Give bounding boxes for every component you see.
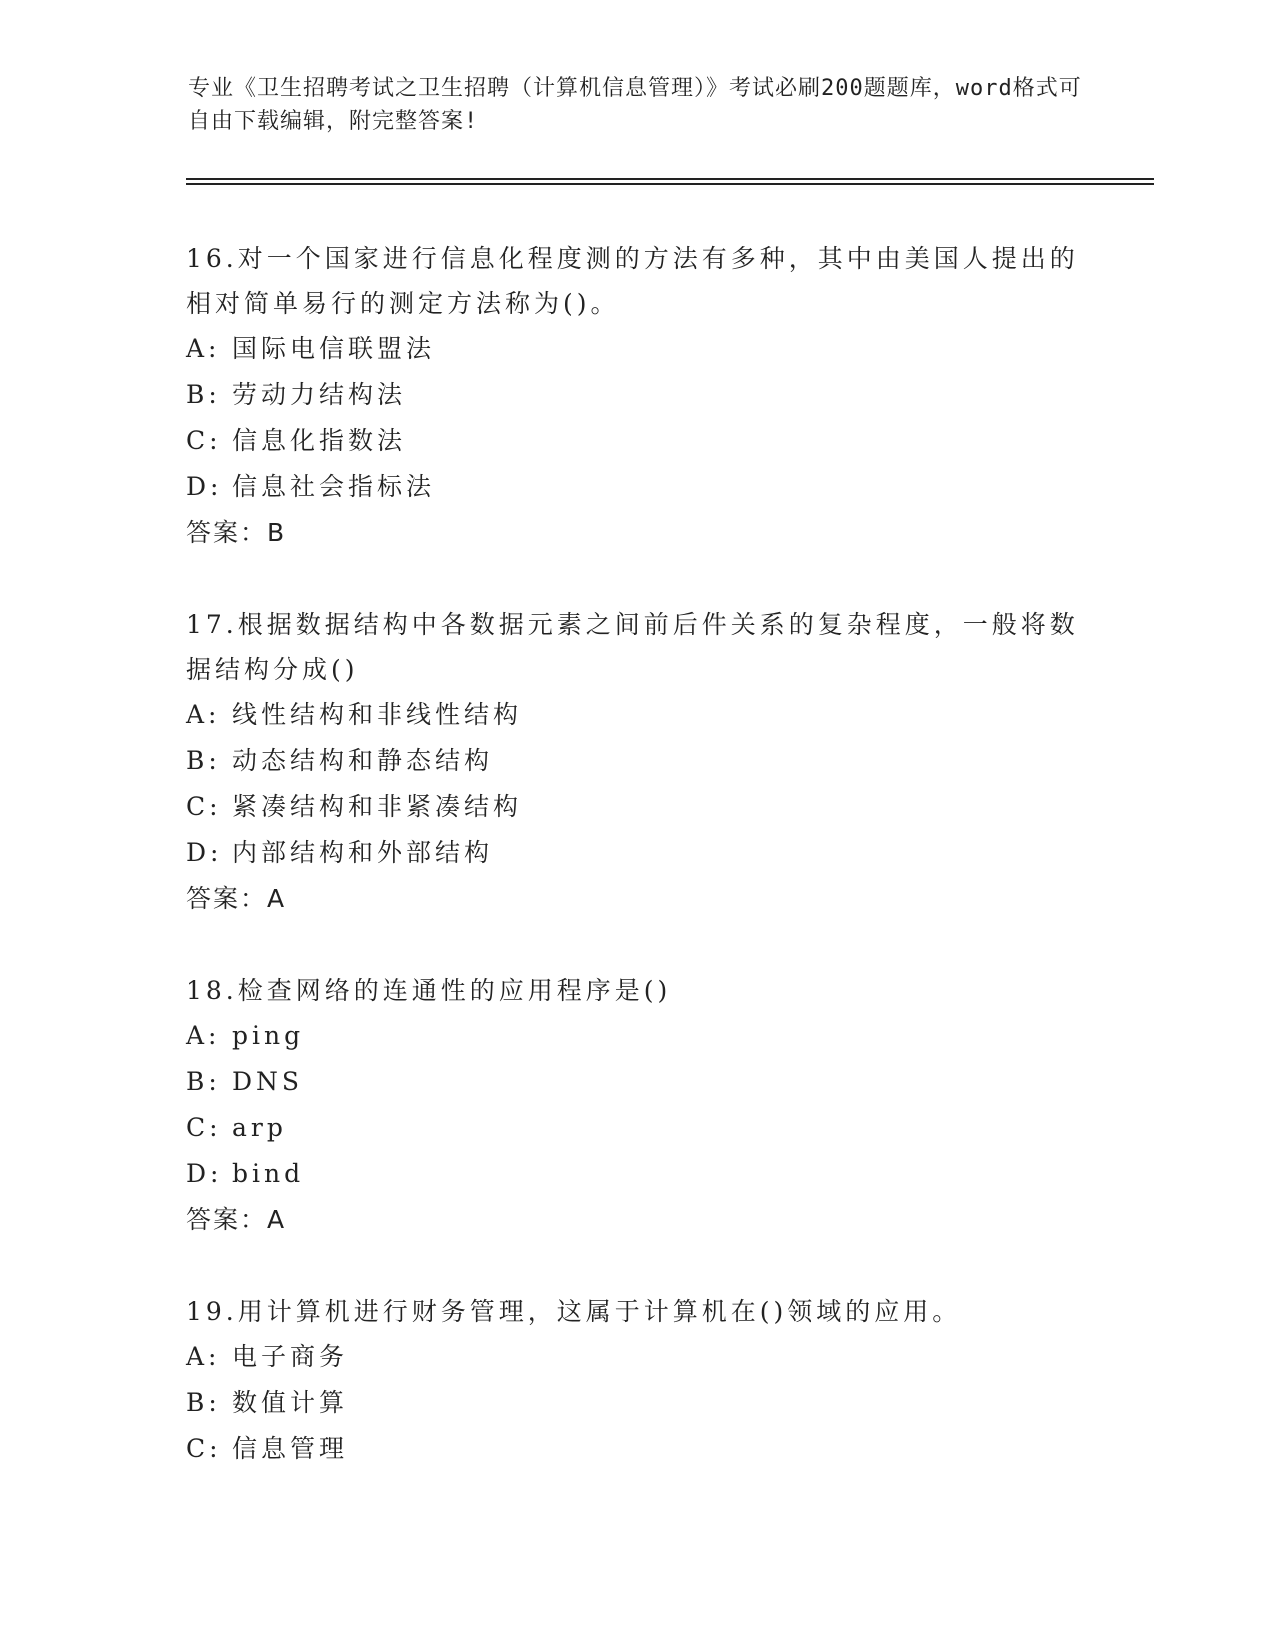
- option-letter: C:: [186, 1113, 222, 1142]
- option-letter: C:: [186, 1434, 222, 1463]
- option-text: 内部结构和外部结构: [232, 838, 494, 867]
- option-c: [186, 418, 1086, 464]
- option-b: [186, 738, 1086, 784]
- option-letter: A:: [186, 700, 221, 729]
- question-text: 19.用计算机进行财务管理，这属于计算机在()领域的应用。: [186, 1297, 962, 1326]
- option-a: [186, 692, 1086, 738]
- option-d: [186, 1151, 1086, 1197]
- option-text: 信息管理: [232, 1434, 349, 1463]
- option-c: [186, 1426, 1086, 1472]
- option-text: ping: [232, 1021, 305, 1050]
- option-text: 动态结构和静态结构: [232, 746, 494, 775]
- question-text: 17.根据数据结构中各数据元素之间前后件关系的复杂程度，一般将数据结构分成(): [186, 610, 1079, 684]
- option-letter: C:: [186, 792, 222, 821]
- option-letter: A:: [186, 1342, 221, 1371]
- option-b: [186, 1380, 1086, 1426]
- answer-label: 答案：A: [186, 1205, 287, 1234]
- option-letter: D:: [186, 838, 223, 867]
- document-header: 专业《卫生招聘考试之卫生招聘（计算机信息管理）》考试必刷200题题库，word格式可自由下载编辑，附完整答案!: [188, 76, 1082, 134]
- question-list: [186, 236, 1086, 1518]
- question-17: [186, 602, 1086, 922]
- header-divider-bottom: [186, 183, 1154, 185]
- option-a: [186, 1013, 1086, 1059]
- option-a: [186, 326, 1086, 372]
- option-text: 电子商务: [232, 1342, 349, 1371]
- question-16: [186, 236, 1086, 556]
- option-text: 劳动力结构法: [232, 380, 407, 409]
- option-c: [186, 1105, 1086, 1151]
- option-text: 信息化指数法: [232, 426, 407, 455]
- option-letter: B:: [186, 1067, 221, 1096]
- option-letter: B:: [186, 380, 221, 409]
- option-text: 信息社会指标法: [232, 472, 436, 501]
- option-letter: D:: [186, 1159, 223, 1188]
- question-18: [186, 968, 1086, 1243]
- option-text: 紧凑结构和非紧凑结构: [232, 792, 523, 821]
- option-text: 数值计算: [232, 1388, 349, 1417]
- option-text: bind: [232, 1159, 305, 1188]
- option-text: 线性结构和非线性结构: [232, 700, 523, 729]
- option-d: [186, 464, 1086, 510]
- option-d: [186, 830, 1086, 876]
- option-letter: C:: [186, 426, 222, 455]
- option-letter: B:: [186, 1388, 221, 1417]
- option-text: arp: [232, 1113, 287, 1142]
- option-b: [186, 1059, 1086, 1105]
- option-text: DNS: [232, 1067, 304, 1096]
- answer-label: 答案：A: [186, 884, 287, 913]
- option-a: [186, 1334, 1086, 1380]
- question-text: 18.检查网络的连通性的应用程序是(): [186, 976, 672, 1005]
- question-text: 16.对一个国家进行信息化程度测的方法有多种，其中由美国人提出的相对简单易行的测定方法称为()。: [186, 244, 1079, 318]
- question-19: [186, 1289, 1086, 1472]
- option-letter: A:: [186, 1021, 221, 1050]
- option-letter: D:: [186, 472, 223, 501]
- option-b: [186, 372, 1086, 418]
- option-c: [186, 784, 1086, 830]
- header-divider-top: [186, 178, 1154, 180]
- option-text: 国际电信联盟法: [232, 334, 436, 363]
- answer-label: 答案：B: [186, 518, 287, 547]
- option-letter: A:: [186, 334, 221, 363]
- option-letter: B:: [186, 746, 221, 775]
